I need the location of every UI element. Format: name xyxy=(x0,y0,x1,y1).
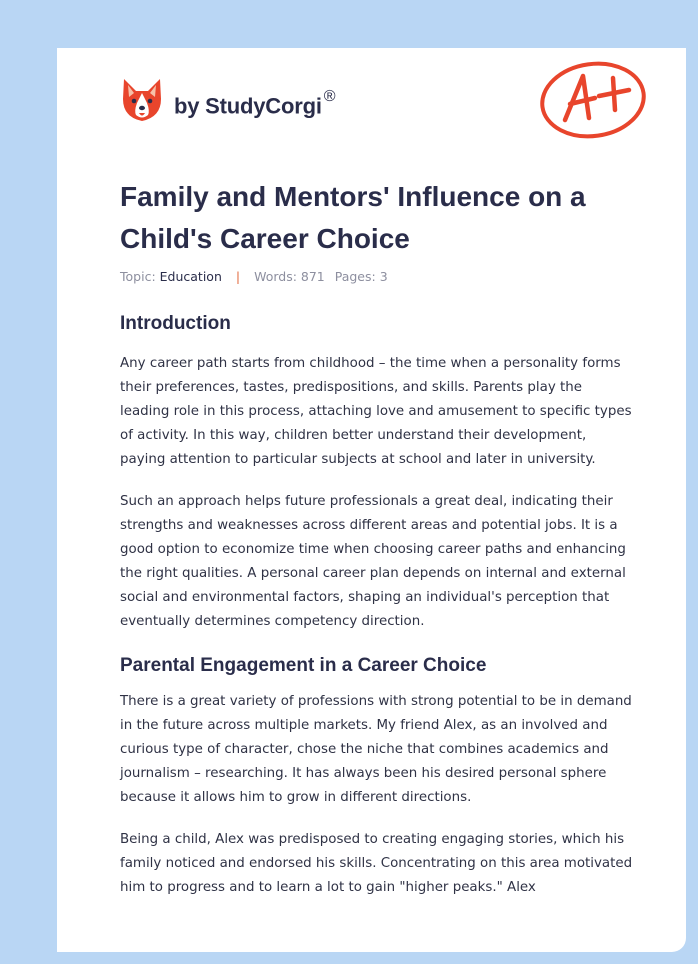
a-plus-icon xyxy=(537,58,649,142)
word-count: Words: 871 xyxy=(254,269,325,284)
registered-mark: ® xyxy=(323,88,336,105)
essay-title: Family and Mentors' Influence on a Child's Career Choice xyxy=(120,181,586,254)
section-heading-parental-engagement: Parental Engagement in a Career Choice xyxy=(120,655,487,676)
brand-name[interactable]: by StudyCorgi ® xyxy=(174,88,336,119)
page-count: Pages: 3 xyxy=(334,269,388,284)
paragraph: Any career path starts from childhood – the time when a personality forms their preferences, tastes, predispositions, and skills. Parents play the leading role in this process, attaching love and amusement to specific types of activity. In this way, children better understand their development, paying attention to particular subjects at school and later in university. xyxy=(120,356,632,467)
studycorgi-logo[interactable] xyxy=(121,76,163,124)
topic-label: Topic: xyxy=(120,269,156,284)
essay-body xyxy=(120,310,635,900)
essay-meta xyxy=(120,269,388,284)
corgi-icon xyxy=(121,77,163,123)
section-heading-introduction: Introduction xyxy=(120,313,231,334)
meta-separator: | xyxy=(235,269,241,284)
topic-link[interactable]: Education xyxy=(159,269,222,284)
paragraph: Such an approach helps future professionals a great deal, indicating their strengths and weaknesses across different areas and potential jobs. It is a good option to economize time when choosing career paths and enhancing the right qualities. A personal career plan depends on internal and external social and environmental factors, shaping an individual's perception that eventually determines competency direction. xyxy=(120,494,626,629)
grade-stamp xyxy=(537,58,649,146)
paragraph: There is a great variety of professions with strong potential to be in demand in the future across multiple markets. My friend Alex, as an involved and curious type of character, chose the niche that combines academics and journalism – researching. It has always been his desired personal sphere because it allows him to grow in different directions. xyxy=(120,694,632,805)
paragraph: Being a child, Alex was predisposed to creating engaging stories, which his family noticed and endorsed his skills. Concentrating on this area motivated him to progress and to learn a lot to gain "higher peaks." Alex xyxy=(120,832,633,895)
essay-page xyxy=(57,48,686,952)
